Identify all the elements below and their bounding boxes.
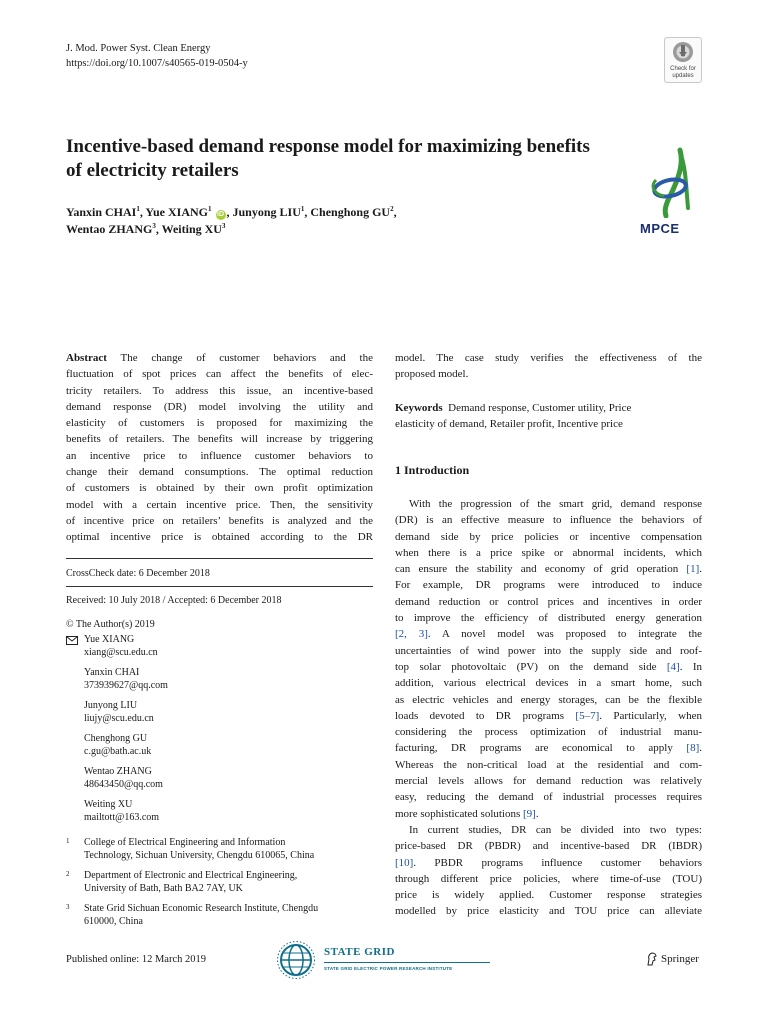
author-name: Wentao ZHANG: [66, 222, 153, 236]
citation-link[interactable]: [5–7]: [575, 709, 600, 722]
affiliation-line: Department of Electronic and Electrical Engineering,: [84, 870, 298, 881]
author-affiliation-mark: 2: [390, 205, 394, 213]
abstract: [66, 350, 373, 546]
paragraph-line: [395, 561, 702, 577]
keywords-line: Demand response, Customer utility, Price: [448, 402, 632, 414]
divider: [66, 558, 373, 559]
author-name: Junyong LIU: [232, 205, 301, 219]
abstract-line: an incentive price to influence customer behaviors to: [66, 449, 373, 462]
author-affiliation-mark: 3: [152, 222, 156, 230]
crossmark-label-2: updates: [672, 73, 694, 79]
paragraph-line: modelled by price elasticity and TOU price can alleviate: [395, 905, 702, 918]
keywords: [395, 400, 702, 433]
paragraph-line: when there is a price spike or abnormal incidents, which: [395, 546, 702, 559]
envelope-icon: [66, 636, 78, 645]
paragraph-line: addition, various electrical devices in a smart home, such: [395, 677, 702, 690]
abstract-line: model with a certain incentive price. Then, the sensitivity: [66, 498, 373, 511]
paragraph-line: (DR) is an effective measure to influence the behaviors of: [395, 514, 702, 527]
paragraph-line: as electric vehicles and energy storages, can be the flexible: [395, 693, 702, 706]
abstract-line: optimal incentive price is obtained according to the DR: [66, 531, 373, 544]
paragraph-line: For example, DR programs were introduced to induce: [395, 579, 702, 592]
affiliation-number: 2: [66, 870, 70, 878]
affiliation-line: College of Electrical Engineering and Information: [84, 837, 286, 848]
abstract-line: benefits of retailers. The benefits will increase by triggering: [66, 433, 373, 446]
author-name: Weiting XU: [161, 222, 222, 236]
contact-email[interactable]: c.gu@bath.ac.uk: [84, 746, 152, 757]
contact-email[interactable]: 373939627@qq.com: [84, 680, 168, 691]
author-affiliation-mark: 1: [136, 205, 140, 213]
state-grid-globe-icon: [276, 940, 316, 980]
paragraph-line: [395, 708, 702, 724]
affiliation-line: University of Bath, Bath BA2 7AY, UK: [84, 883, 243, 894]
paragraph-line: considering the process optimization of industrial manu-: [395, 726, 702, 739]
author-name: Yanxin CHAI: [66, 205, 137, 219]
received-accepted-dates: Received: 10 July 2018 / Accepted: 6 December 2018: [66, 595, 282, 606]
orcid-icon[interactable]: iD: [217, 211, 224, 218]
line-text: . In: [679, 660, 702, 673]
contact-name: Chenghong GU: [84, 733, 148, 744]
published-date: Published online: 12 March 2019: [66, 954, 206, 965]
abstract-line: proposed model.: [395, 368, 469, 381]
doi-link[interactable]: https://doi.org/10.1007/s40565-019-0504-y: [66, 58, 248, 69]
paragraph-line: In current studies, DR can be divided into two types:: [409, 824, 702, 836]
paragraph-line: price-based DR (PBDR) and incentive-based DR (IBDR): [395, 840, 702, 853]
state-grid-underline: [324, 962, 490, 963]
paragraph-line: uncertainties of wind power into the supply side and roof-: [395, 644, 702, 657]
citation-link[interactable]: [9]: [523, 807, 536, 820]
line-text: more sophisticated solutions: [395, 807, 524, 820]
abstract-line: of incentive price on retailers’ benefits is analyzed and the: [66, 514, 373, 527]
paragraph-line: price is widely applied. Customer response strategies: [395, 889, 702, 902]
abstract-line: model. The case study verifies the effectiveness of the: [395, 352, 702, 364]
author-affiliation-mark: 3: [221, 222, 226, 230]
affiliation-line: State Grid Sichuan Economic Research Institute, Chengdu: [84, 903, 319, 914]
abstract-line: change their demand consumptions. The optimal reduction: [66, 466, 373, 479]
contact-email[interactable]: mailtott@163.com: [84, 812, 160, 823]
citation-link[interactable]: [4]: [666, 660, 680, 673]
paragraph-line: [395, 855, 702, 871]
introduction-paragraph-1: [395, 496, 702, 822]
paragraph-line: demand side by price policies or incentive compensation: [395, 530, 702, 543]
divider: [66, 586, 373, 587]
affiliation-item: [66, 869, 376, 895]
springer-horse-icon: [646, 952, 658, 966]
paragraph-line: easy, reducing the demand of industrial processes requires: [395, 791, 702, 804]
springer-logo: [646, 952, 699, 966]
contact-email[interactable]: xiang@scu.edu.cn: [84, 647, 158, 658]
affiliation-list: [66, 836, 376, 928]
springer-name: Springer: [661, 953, 699, 965]
paragraph-line: mercial levels allows for demand reduction was relatively: [395, 775, 702, 788]
contact-name: Wentao ZHANG: [84, 766, 152, 777]
paragraph-line: [395, 806, 702, 822]
keywords-line: elasticity of demand, Retailer profit, Incentive price: [395, 418, 623, 431]
contact-name: Yue XIANG: [84, 634, 135, 645]
abstract-line: fluctuation of spot prices can affect the benefits of elec-: [66, 368, 373, 381]
citation-link[interactable]: [8]: [686, 742, 700, 755]
journal-name: J. Mod. Power Syst. Clean Energy: [66, 43, 211, 54]
paragraph-line: With the progression of the smart grid, demand response: [409, 498, 702, 510]
affiliation-number: 3: [66, 903, 70, 911]
contact-email[interactable]: liujy@scu.edu.cn: [84, 713, 154, 724]
introduction-paragraph-2: [395, 822, 702, 920]
line-text: . Particularly, when: [599, 709, 702, 722]
abstract-line: of customers is obtained by their own profit optimization: [66, 482, 373, 495]
affiliation-line: 610000, China: [84, 916, 143, 927]
abstract-line: tricity retailers. To address this issue, an incentive-based: [66, 384, 373, 397]
affiliation-number: 1: [66, 837, 70, 845]
abstract-continued: [395, 350, 702, 383]
line-text: . A novel model was proposed to integrate the: [427, 628, 702, 641]
paragraph-line: Whereas the non-critical load at the residential and com-: [395, 758, 702, 771]
keywords-label: Keywords: [395, 402, 443, 414]
copyright: © The Author(s) 2019: [66, 619, 155, 630]
check-for-updates-badge[interactable]: [664, 37, 702, 83]
line-text: . PBDR programs influence customer behaviors: [413, 856, 702, 869]
line-text: can ensure the stability and economy of grid operation: [395, 563, 687, 576]
abstract-line: elasticity of customers is proposed for maximizing the: [66, 417, 373, 430]
contact-name: Yanxin CHAI: [84, 667, 140, 678]
line-text: facturing, DR programs are economical to apply: [395, 742, 687, 755]
paragraph-line: [395, 740, 702, 756]
state-grid-logo: [276, 940, 496, 980]
affiliation-item: [66, 902, 376, 928]
crosscheck-date: CrossCheck date: 6 December 2018: [66, 568, 210, 579]
contact-name: Junyong LIU: [84, 700, 138, 711]
author-name: Yue XIANG: [145, 205, 208, 219]
paragraph-line: through different price policies, where time-of-use (TOU): [395, 872, 702, 885]
section-heading: 1 Introduction: [395, 463, 470, 477]
paragraph-line: [395, 659, 702, 675]
author-affiliation-mark: 1: [208, 205, 212, 213]
author-affiliation-mark: 1: [300, 205, 305, 213]
contact-email[interactable]: 48643450@qq.com: [84, 779, 163, 790]
title-line-1: Incentive-based demand response model for maximizing benefits: [66, 136, 590, 157]
mpce-logo: [640, 146, 700, 236]
paper-title: [66, 135, 666, 183]
line-text: .: [699, 563, 702, 576]
affiliation-line: Technology, Sichuan University, Chengdu 610065, China: [84, 850, 315, 861]
abstract-line: demand response (DR) model involving the utility and: [66, 400, 373, 413]
line-text: top solar photovoltaic (PV) on the demand side: [395, 660, 667, 673]
line-text: loads devoted to DR programs: [395, 709, 576, 722]
author-name: Chenghong GU: [310, 205, 391, 219]
citation-link[interactable]: [1]: [686, 563, 700, 576]
line-text: .: [535, 807, 539, 820]
title-line-2: of electricity retailers: [66, 160, 239, 181]
affiliation-item: [66, 836, 376, 862]
state-grid-institute: STATE GRID ELECTRIC POWER RESEARCH INSTITUTE: [324, 966, 453, 971]
paragraph-line: [395, 626, 702, 642]
mpce-emblem-icon: [640, 146, 700, 218]
paragraph-line: demand reduction or control prices and incentives in order: [395, 595, 702, 608]
paragraph-line: to improve the efficiency of distributed energy generation: [395, 612, 702, 625]
mpce-logo-text: MPCE: [640, 221, 680, 236]
line-text: .: [699, 742, 702, 755]
author-list: Yanxin CHAI$^1$, Yue XIANG$^1$ iD , Junyong LIU$^1$, Chenghong $GU^2$, Wentao ZHANG$^3$, Weiting $XU^3$: [66, 205, 397, 236]
citation-link[interactable]: [2, 3]: [395, 628, 428, 641]
state-grid-name: STATE GRID: [324, 946, 395, 958]
citation-link[interactable]: [10]: [395, 856, 414, 869]
abstract-line: The change of customer behaviors and the: [120, 352, 373, 364]
crossmark-icon: [672, 41, 694, 63]
crossmark-label-1: Check for: [670, 66, 696, 72]
abstract-label: Abstract: [66, 352, 107, 364]
contact-name: Weiting XU: [84, 799, 133, 810]
